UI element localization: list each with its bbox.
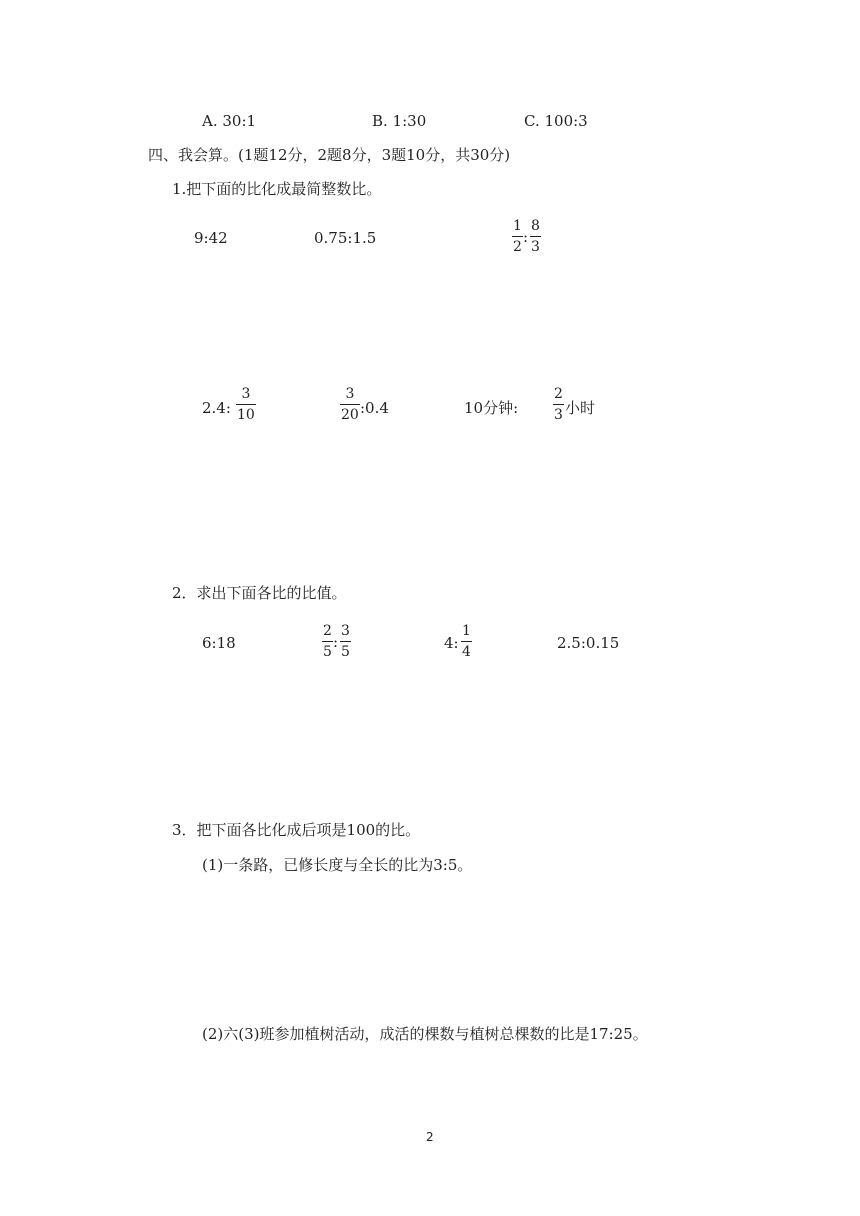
ratio-colon: : [523, 228, 529, 246]
denominator: 2 [513, 239, 522, 255]
lead-text: 2.4: [202, 399, 231, 417]
fraction-bar [322, 641, 333, 642]
tail-text: 小时 [565, 399, 596, 417]
numerator: 2 [554, 386, 563, 402]
q2-item-3-fraction [461, 624, 472, 659]
lead-text: 10分钟: [464, 399, 519, 417]
fraction-bar [340, 641, 351, 642]
numerator: 3 [341, 623, 350, 639]
ratio-colon: : [333, 633, 339, 651]
q1-item-3 [512, 219, 552, 263]
numerator: 3 [241, 386, 251, 402]
q1-item-3-fraction-1 [512, 219, 523, 254]
q1-item-5-fraction [340, 387, 360, 422]
denominator: 4 [462, 644, 471, 660]
numerator: 3 [345, 386, 355, 402]
fraction-bar [512, 236, 523, 237]
q3-sub-1: (1)一条路，已修长度与全长的比为3:5。 [202, 856, 473, 874]
q1-item-5 [340, 387, 420, 431]
numerator: 1 [513, 218, 522, 234]
lead-text: 4: [444, 634, 459, 652]
tail-text: :0.4 [360, 399, 389, 417]
numerator: 1 [462, 623, 471, 639]
q2-title: 2．求出下面各比的比值。 [172, 584, 347, 602]
denominator: 3 [531, 239, 540, 255]
numerator: 2 [323, 623, 332, 639]
choice-c: C. 100:3 [524, 112, 588, 130]
q1-item-6-fraction [553, 387, 564, 422]
fraction-bar [553, 404, 564, 405]
q3-title: 3．把下面各比化成后项是100的比。 [172, 821, 421, 839]
choice-b: B. 1:30 [372, 112, 427, 130]
q1-item-4-fraction [236, 387, 256, 422]
q1-item-2: 0.75:1.5 [314, 229, 377, 247]
q1-item-4 [202, 387, 282, 431]
denominator: 5 [323, 644, 332, 660]
fraction-bar [340, 404, 360, 405]
q2-item-1: 6:18 [202, 634, 236, 652]
q1-item-6 [464, 387, 604, 431]
q2-item-2-fraction-2 [340, 624, 351, 659]
denominator: 10 [237, 407, 255, 423]
numerator: 8 [531, 218, 540, 234]
q2-item-2 [322, 624, 362, 668]
fraction-bar [236, 404, 256, 405]
q1-item-1: 9:42 [194, 229, 228, 247]
q1-title: 1.把下面的比化成最简整数比。 [172, 180, 382, 198]
q1-item-3-fraction-2 [530, 219, 541, 254]
denominator: 3 [554, 407, 563, 423]
fraction-bar [530, 236, 541, 237]
section-4-heading: 四、我会算。(1题12分，2题8分，3题10分，共30分) [148, 146, 511, 164]
denominator: 20 [341, 407, 359, 423]
page-number: 2 [426, 1130, 434, 1144]
fraction-bar [461, 641, 472, 642]
q3-sub-2: (2)六(3)班参加植树活动，成活的棵数与植树总棵数的比是17:25。 [202, 1025, 648, 1043]
q2-item-3 [444, 624, 484, 668]
q2-item-4: 2.5:0.15 [557, 634, 620, 652]
choice-a: A. 30:1 [202, 112, 257, 130]
q2-item-2-fraction-1 [322, 624, 333, 659]
denominator: 5 [341, 644, 350, 660]
